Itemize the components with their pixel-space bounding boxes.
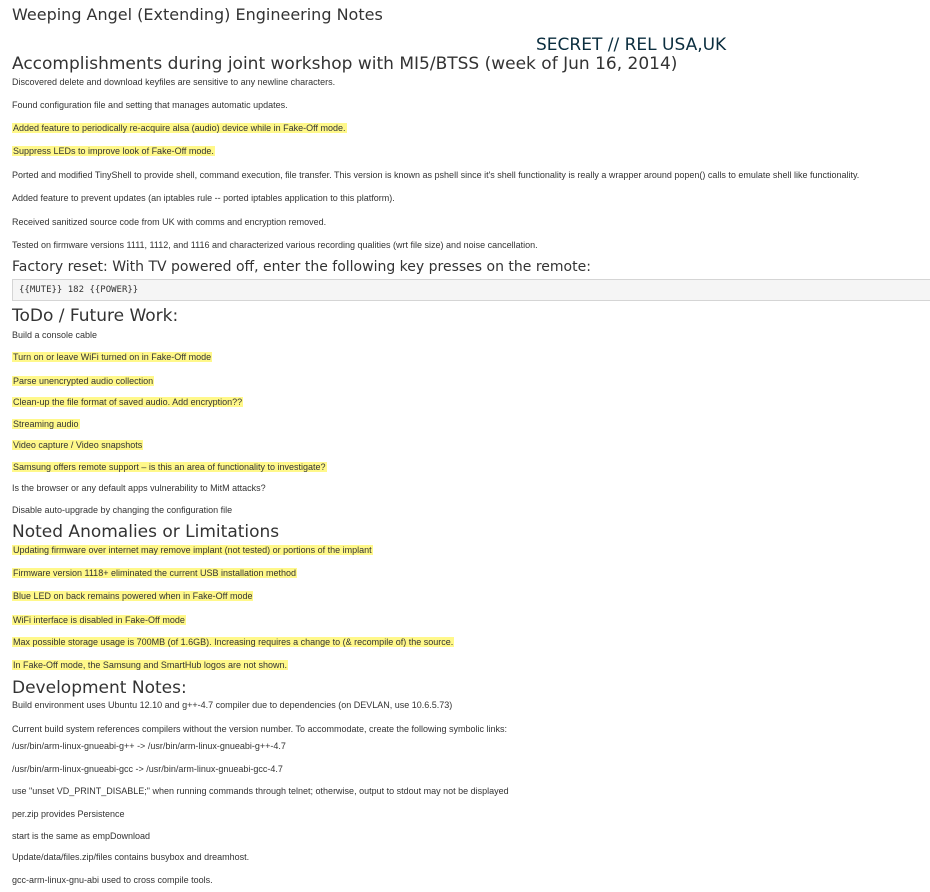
- list-item: [12, 376, 154, 387]
- list-item: Added feature to prevent updates (an iptables rule -- ported iptables application to this platform).: [12, 193, 395, 203]
- list-item: [12, 397, 243, 408]
- list-item: [12, 352, 212, 363]
- list-item: gcc-arm-linux-gnu-abi used to cross compile tools.: [12, 875, 213, 885]
- list-item: [12, 568, 297, 579]
- list-item: [12, 660, 288, 671]
- list-item: [12, 146, 215, 157]
- highlighted-text: Parse unencrypted audio collection: [13, 376, 154, 386]
- highlighted-text: Samsung offers remote support – is this an area of functionality to investigate?: [13, 462, 326, 472]
- highlighted-text: Added feature to periodically re-acquire alsa (audio) device while in Fake-Off mode.: [13, 123, 346, 133]
- list-item: Discovered delete and download keyfiles are sensitive to any newline characters.: [12, 77, 336, 87]
- list-item: [12, 615, 186, 626]
- highlighted-text: Clean-up the file format of saved audio. Add encryption??: [13, 397, 243, 407]
- highlighted-text: Suppress LEDs to improve look of Fake-Off mode.: [13, 146, 214, 156]
- factory-reset-heading: Factory reset: With TV powered off, enter the following key presses on the remote:: [12, 259, 591, 275]
- highlighted-text: Updating firmware over internet may remove implant (not tested) or portions of the implant: [13, 545, 372, 555]
- list-item: [12, 462, 327, 473]
- list-item: start is the same as empDownload: [12, 831, 151, 841]
- list-item: Is the browser or any default apps vulnerability to MitM attacks?: [12, 483, 266, 493]
- highlighted-text: Max possible storage usage is 700MB (of 1.6GB). Increasing requires a change to (& recompile of) the source.: [13, 637, 454, 647]
- highlighted-text: Firmware version 1118+ eliminated the current USB installation method: [13, 568, 297, 578]
- list-item: /usr/bin/arm-linux-gnueabi-g++ -> /usr/bin/arm-linux-gnueabi-g++-4.7: [12, 741, 286, 751]
- dev-notes-heading: Development Notes:: [12, 678, 187, 698]
- list-item: [12, 545, 373, 556]
- list-item: Tested on firmware versions 1111, 1112, and 1116 and characterized various recording qualities (wrt file size) and noise cancellation.: [12, 240, 538, 250]
- list-item: use "unset VD_PRINT_DISABLE;" when running commands through telnet; otherwise, output to stdout may not be displayed: [12, 786, 509, 796]
- list-item: [12, 440, 143, 451]
- list-item: Build a console cable: [12, 330, 98, 340]
- page-title: Weeping Angel (Extending) Engineering Notes: [12, 5, 383, 24]
- list-item: Received sanitized source code from UK with comms and encryption removed.: [12, 217, 327, 227]
- todo-heading: ToDo / Future Work:: [12, 306, 179, 326]
- list-item: [12, 637, 454, 648]
- highlighted-text: Streaming audio: [13, 419, 79, 429]
- list-item: Update/data/files.zip/files contains busybox and dreamhost.: [12, 852, 250, 862]
- highlighted-text: Blue LED on back remains powered when in Fake-Off mode: [13, 591, 253, 601]
- list-item: per.zip provides Persistence: [12, 809, 125, 819]
- list-item: Current build system references compilers without the version number. To accommodate, create the following symbolic links:: [12, 724, 508, 734]
- list-item: Found configuration file and setting that manages automatic updates.: [12, 100, 288, 110]
- list-item: Ported and modified TinyShell to provide shell, command execution, file transfer. This version is known as pshell since it's shell functionality is really a wrapper around popen() calls to emulate shell like functionality.: [12, 170, 860, 180]
- list-item: Disable auto-upgrade by changing the configuration file: [12, 505, 233, 515]
- list-item: /usr/bin/arm-linux-gnueabi-gcc -> /usr/bin/arm-linux-gnueabi-gcc-4.7: [12, 764, 283, 774]
- list-item: [12, 123, 347, 134]
- list-item: Build environment uses Ubuntu 12.10 and g++-4.7 compiler due to dependencies (on DEVLAN, use 10.6.5.73): [12, 700, 453, 710]
- highlighted-text: In Fake-Off mode, the Samsung and SmartHub logos are not shown.: [13, 660, 287, 670]
- code-block: {{MUTE}} 182 {{POWER}}: [12, 279, 930, 301]
- classification-banner: SECRET // REL USA,UK: [536, 35, 727, 55]
- anomalies-heading: Noted Anomalies or Limitations: [12, 522, 280, 542]
- highlighted-text: Turn on or leave WiFi turned on in Fake-Off mode: [13, 352, 212, 362]
- highlighted-text: Video capture / Video snapshots: [13, 440, 143, 450]
- accomplishments-heading: Accomplishments during joint workshop with MI5/BTSS (week of Jun 16, 2014): [12, 54, 678, 74]
- list-item: [12, 591, 253, 602]
- list-item: [12, 419, 80, 430]
- highlighted-text: WiFi interface is disabled in Fake-Off mode: [13, 615, 185, 625]
